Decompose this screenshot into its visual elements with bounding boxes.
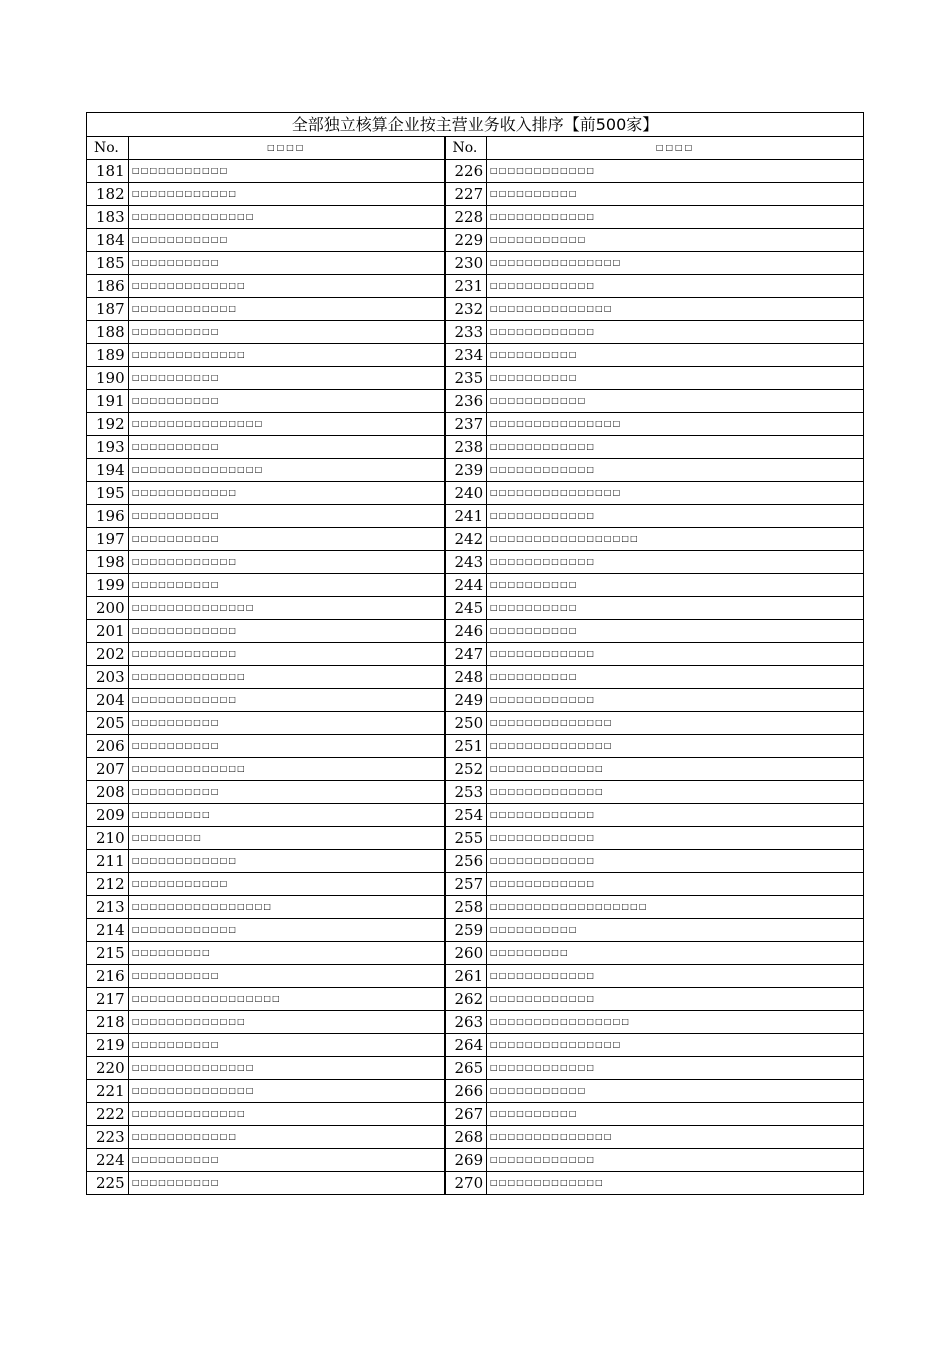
table-row [87,367,864,390]
rank-number: 199 [87,574,129,597]
rank-number: 221 [87,1080,129,1103]
company-name: □□□□□□□□□□□□ [487,436,864,459]
company-name: □□□□□□□□□□□□□ [129,1011,445,1034]
rank-number: 250 [445,712,487,735]
table-row [87,873,864,896]
table-row [87,390,864,413]
rank-number: 257 [445,873,487,896]
company-name: □□□□□□□□□□□□□ [487,781,864,804]
company-name: □□□□□□□□□ [129,804,445,827]
table-row [87,183,864,206]
company-name: □□□□□□□□□□ [487,597,864,620]
company-name: □□□□□□□□□□□□ [129,1126,445,1149]
company-name: □□□□□□□□□□ [129,1172,445,1195]
company-name: □□□□□□□□□□□□ [487,850,864,873]
rank-number: 229 [445,229,487,252]
company-name: □□□□□□□□□□ [487,367,864,390]
company-name: □□□□□□□□□□ [129,252,445,275]
table-row [87,781,864,804]
rank-number: 202 [87,643,129,666]
company-name: □□□□□□□□□□□□□□□ [129,459,445,482]
rank-number: 201 [87,620,129,643]
company-name: □□□□□□□□□□□□□□ [129,1057,445,1080]
company-name: □□□□□□□□□□ [129,321,445,344]
company-name: □□□□□□□□□ [487,942,864,965]
rank-number: 233 [445,321,487,344]
rank-number: 214 [87,919,129,942]
rank-number: 195 [87,482,129,505]
rank-number: 217 [87,988,129,1011]
rank-number: 261 [445,965,487,988]
title-row [87,113,864,137]
company-name: □□□□□□□□□□□□ [129,482,445,505]
rank-number: 192 [87,413,129,436]
company-name: □□□□□□□□□□□□ [487,873,864,896]
rank-number: 232 [445,298,487,321]
rank-number: 252 [445,758,487,781]
company-name: □□□□□□□□□□□□ [487,827,864,850]
table-row [87,1080,864,1103]
rank-number: 266 [445,1080,487,1103]
rank-number: 236 [445,390,487,413]
company-name: □□□□□□□□□□□□□□□□ [129,896,445,919]
rank-number: 210 [87,827,129,850]
company-name: □□□□□□□□□□□□□□ [129,1080,445,1103]
company-name: □□□□□□□□□□□□□□□□ [487,1011,864,1034]
rank-number: 183 [87,206,129,229]
rank-number: 240 [445,482,487,505]
rank-number: 226 [445,160,487,183]
table-row [87,965,864,988]
rank-number: 231 [445,275,487,298]
company-name: □□□□□□□□□□ [129,390,445,413]
table-row [87,1172,864,1195]
company-name: □□□□□□□□□□□□ [129,620,445,643]
company-name: □□□□□□□□□□□□ [487,505,864,528]
header-row [87,137,864,160]
company-name: □□□□□□□□□□□□ [487,643,864,666]
table-row [87,298,864,321]
rank-number: 259 [445,919,487,942]
table-row [87,758,864,781]
company-name: □□□□□□□□□□ [487,666,864,689]
rank-number: 225 [87,1172,129,1195]
rank-number: 234 [445,344,487,367]
rank-number: 230 [445,252,487,275]
table-row [87,597,864,620]
company-name: □□□□□□□□□□□□ [487,551,864,574]
table-row [87,712,864,735]
company-name: □□□□□□□□□□ [487,1103,864,1126]
rank-number: 216 [87,965,129,988]
company-name: □□□□□□□□□□□□□□ [129,597,445,620]
table-row [87,413,864,436]
company-name: □□□□□□□□□□ [129,712,445,735]
company-name: □□□□□□□□□ [129,942,445,965]
company-name: □□□□□□□□□□□□□ [487,758,864,781]
rank-number: 260 [445,942,487,965]
rank-number: 256 [445,850,487,873]
rank-number: 209 [87,804,129,827]
rank-number: 218 [87,1011,129,1034]
rank-number: 191 [87,390,129,413]
table-row [87,551,864,574]
company-name: □□□□□□□□□□□□ [487,988,864,1011]
left-name-header: □□□□ [129,137,445,160]
rank-number: 238 [445,436,487,459]
table-row [87,988,864,1011]
rank-number: 186 [87,275,129,298]
table-row [87,942,864,965]
rank-number: 193 [87,436,129,459]
table-row [87,505,864,528]
rank-number: 244 [445,574,487,597]
table-row [87,160,864,183]
rank-number: 212 [87,873,129,896]
company-name: □□□□□□□□□□ [487,620,864,643]
company-name: □□□□□□□□□□□□ [487,965,864,988]
company-name: □□□□□□□□□□□□ [487,1057,864,1080]
rank-number: 181 [87,160,129,183]
table-row [87,689,864,712]
company-name: □□□□□□□□□□ [129,574,445,597]
company-name: □□□□□□□□□□ [129,505,445,528]
company-name: □□□□□□□□□□ [487,344,864,367]
rank-number: 262 [445,988,487,1011]
company-name: □□□□□□□□□□□□□ [129,1103,445,1126]
left-no-header: No. [87,137,129,160]
company-name: □□□□□□□□□□□ [129,160,445,183]
rank-number: 188 [87,321,129,344]
rank-number: 264 [445,1034,487,1057]
rank-number: 197 [87,528,129,551]
company-name: □□□□□□□□□□□□□□ [487,298,864,321]
table-row [87,252,864,275]
company-name: □□□□□□□□□□ [129,781,445,804]
company-name: □□□□□□□□□□□□□□□ [129,413,445,436]
table-row [87,206,864,229]
rank-number: 248 [445,666,487,689]
company-name: □□□□□□□□□□□□ [129,689,445,712]
rank-number: 263 [445,1011,487,1034]
table-title: 全部独立核算企业按主营业务收入排序【前500家】 [87,113,864,137]
company-name: □□□□□□□□□□□□□ [129,275,445,298]
company-name: □□□□□□□□ [129,827,445,850]
company-name: □□□□□□□□□□ [487,574,864,597]
table-row [87,1034,864,1057]
rank-number: 255 [445,827,487,850]
rank-number: 205 [87,712,129,735]
table-row [87,321,864,344]
table-row [87,436,864,459]
company-name: □□□□□□□□□□□ [487,390,864,413]
rank-number: 204 [87,689,129,712]
rank-number: 190 [87,367,129,390]
company-name: □□□□□□□□□□ [487,183,864,206]
table-row [87,482,864,505]
rank-number: 203 [87,666,129,689]
right-no-header: No. [445,137,487,160]
rank-number: 241 [445,505,487,528]
company-name: □□□□□□□□□□ [129,436,445,459]
company-name: □□□□□□□□□□□□□□ [129,206,445,229]
table-row [87,528,864,551]
table-row [87,850,864,873]
rank-number: 224 [87,1149,129,1172]
rank-number: 239 [445,459,487,482]
company-name: □□□□□□□□□□□□□□ [487,735,864,758]
rank-number: 182 [87,183,129,206]
company-name: □□□□□□□□□□□□□□□□□ [129,988,445,1011]
ranking-table [86,112,864,1195]
company-name: □□□□□□□□□□ [129,528,445,551]
rank-number: 200 [87,597,129,620]
table-row [87,666,864,689]
company-name: □□□□□□□□□□□□□ [129,666,445,689]
rank-number: 184 [87,229,129,252]
rank-number: 242 [445,528,487,551]
rank-number: 219 [87,1034,129,1057]
table-row [87,735,864,758]
company-name: □□□□□□□□□□□ [487,1080,864,1103]
rank-number: 207 [87,758,129,781]
company-name: □□□□□□□□□□□□□□□□□□ [487,896,864,919]
rank-number: 187 [87,298,129,321]
company-name: □□□□□□□□□□□□ [129,643,445,666]
rank-number: 208 [87,781,129,804]
company-name: □□□□□□□□□□□□ [129,551,445,574]
rank-number: 253 [445,781,487,804]
company-name: □□□□□□□□□□□□ [129,298,445,321]
company-name: □□□□□□□□□□ [129,1149,445,1172]
rank-number: 249 [445,689,487,712]
company-name: □□□□□□□□□□□□□□□□□ [487,528,864,551]
company-name: □□□□□□□□□□□□□ [129,344,445,367]
table-row [87,1011,864,1034]
company-name: □□□□□□□□□□ [129,367,445,390]
table-row [87,804,864,827]
rank-number: 269 [445,1149,487,1172]
rank-number: 237 [445,413,487,436]
table-row [87,827,864,850]
company-name: □□□□□□□□□□□□□□ [487,1126,864,1149]
table-row [87,229,864,252]
company-name: □□□□□□□□□□□□□□□ [487,482,864,505]
rank-number: 215 [87,942,129,965]
rank-number: 235 [445,367,487,390]
rank-number: 213 [87,896,129,919]
rank-number: 223 [87,1126,129,1149]
rank-number: 245 [445,597,487,620]
company-name: □□□□□□□□□□□□ [129,850,445,873]
table-row [87,1126,864,1149]
company-name: □□□□□□□□□□□□ [487,321,864,344]
rank-number: 265 [445,1057,487,1080]
company-name: □□□□□□□□□□□□ [487,206,864,229]
table-row [87,344,864,367]
rank-number: 196 [87,505,129,528]
table-row [87,459,864,482]
table-row [87,1057,864,1080]
company-name: □□□□□□□□□□□□ [487,275,864,298]
company-name: □□□□□□□□□□□□ [487,160,864,183]
rank-number: 246 [445,620,487,643]
rank-number: 270 [445,1172,487,1195]
company-name: □□□□□□□□□□□□□□□ [487,413,864,436]
rank-number: 227 [445,183,487,206]
company-name: □□□□□□□□□□□□□ [487,1172,864,1195]
rank-number: 247 [445,643,487,666]
rank-number: 194 [87,459,129,482]
table-row [87,643,864,666]
company-name: □□□□□□□□□□ [487,919,864,942]
table-row [87,919,864,942]
company-name: □□□□□□□□□□□□□□ [487,712,864,735]
rank-number: 220 [87,1057,129,1080]
table-row [87,620,864,643]
company-name: □□□□□□□□□□□□□□□ [487,252,864,275]
rank-number: 189 [87,344,129,367]
table-row [87,1103,864,1126]
rank-number: 258 [445,896,487,919]
company-name: □□□□□□□□□□□□□□□ [487,1034,864,1057]
company-name: □□□□□□□□□□□□ [129,919,445,942]
right-name-header: □□□□ [487,137,864,160]
rank-number: 243 [445,551,487,574]
rank-number: 254 [445,804,487,827]
table-row [87,896,864,919]
table-row [87,1149,864,1172]
rank-number: 185 [87,252,129,275]
company-name: □□□□□□□□□□□ [129,873,445,896]
table-row [87,275,864,298]
company-name: □□□□□□□□□□□□ [487,689,864,712]
company-name: □□□□□□□□□□□□ [129,183,445,206]
company-name: □□□□□□□□□□□□□ [129,758,445,781]
company-name: □□□□□□□□□□□□ [487,804,864,827]
company-name: □□□□□□□□□□ [129,1034,445,1057]
rank-number: 251 [445,735,487,758]
rank-number: 222 [87,1103,129,1126]
company-name: □□□□□□□□□□ [129,735,445,758]
company-name: □□□□□□□□□□□ [129,229,445,252]
company-name: □□□□□□□□□□□□ [487,1149,864,1172]
company-name: □□□□□□□□□□□□ [487,459,864,482]
rank-number: 228 [445,206,487,229]
rank-number: 268 [445,1126,487,1149]
table-row [87,574,864,597]
rank-number: 267 [445,1103,487,1126]
rank-number: 198 [87,551,129,574]
rank-number: 211 [87,850,129,873]
company-name: □□□□□□□□□□□ [487,229,864,252]
rank-number: 206 [87,735,129,758]
company-name: □□□□□□□□□□ [129,965,445,988]
